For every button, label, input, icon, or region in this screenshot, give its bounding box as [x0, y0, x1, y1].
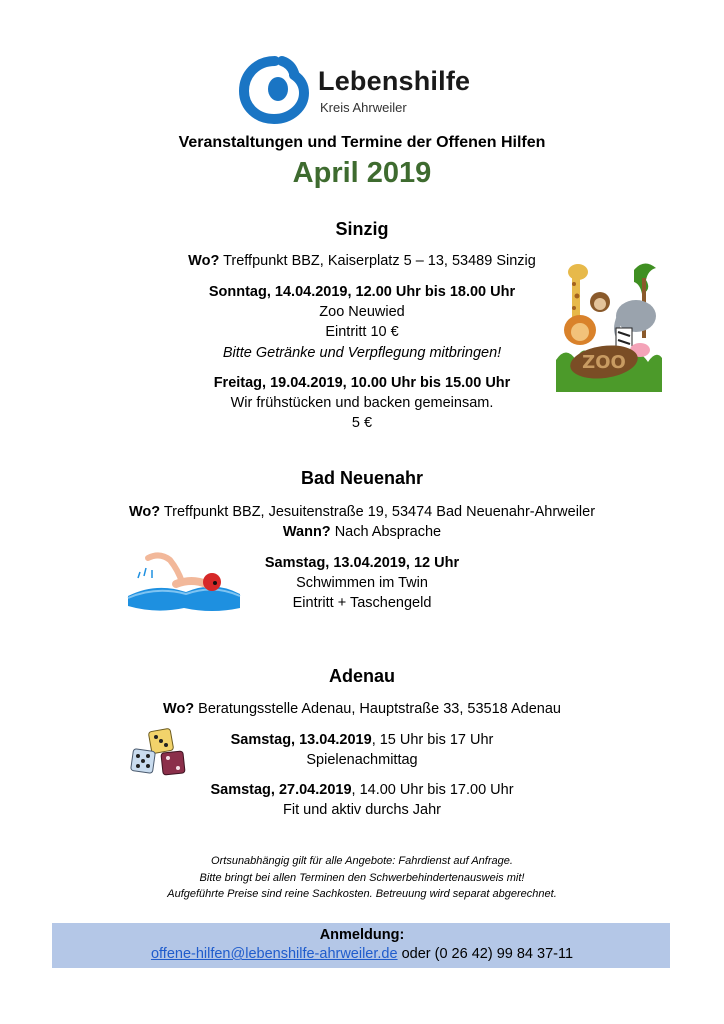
where-label: Wo?: [188, 253, 220, 269]
event-date-bold: Samstag, 13.04.2019: [230, 732, 372, 748]
sinzig-event1-date: Sonntag, 14.04.2019, 12.00 Uhr bis 18.00 Uhr: [208, 284, 516, 300]
brand-name: Lebenshilfe: [318, 66, 471, 96]
adenau-where: [0, 699, 724, 719]
note-line-3: Aufgeführte Preise sind reine Sachkosten. Betreuung wird separat abgerechnet.: [167, 888, 557, 900]
adenau-event2-date: [0, 780, 724, 800]
phone-text: oder (0 26 42) 99 84 37-11: [397, 946, 574, 962]
sinzig-event1-line3: Bitte Getränke und Verpflegung mitbringen!: [222, 345, 502, 361]
adenau-event2-line1: Fit und aktiv durchs Jahr: [283, 802, 441, 818]
when-text: Nach Absprache: [330, 524, 442, 540]
bad-neuenahr-event1-line1: Schwimmen im Twin: [296, 575, 428, 591]
sinzig-event1-line2: Eintritt 10 €: [325, 324, 399, 340]
bad-neuenahr-event1-line2: Eintritt + Taschengeld: [292, 595, 432, 611]
where-label: Wo?: [163, 701, 195, 717]
where-text: Beratungsstelle Adenau, Hauptstraße 33, 53518 Adenau: [194, 701, 561, 717]
bad-neuenahr-where: [0, 502, 724, 522]
where-text: Treffpunkt BBZ, Kaiserplatz 5 – 13, 53489 Sinzig: [219, 253, 536, 269]
adenau-event1-date: [0, 730, 724, 750]
section-title-sinzig: Sinzig: [335, 219, 389, 239]
email-link[interactable]: offene-hilfen@lebenshilfe-ahrweiler.de: [150, 946, 398, 962]
zoo-sign-text: ZOO: [582, 352, 626, 373]
bad-neuenahr-when: [0, 522, 724, 542]
sinzig-event1-line1: Zoo Neuwied: [319, 304, 405, 320]
registration-title: Anmeldung:: [319, 927, 405, 943]
where-label: Wo?: [128, 504, 161, 520]
when-label: Wann?: [282, 524, 331, 540]
sinzig-event2-line1: Wir frühstücken und backen gemeinsam.: [230, 395, 494, 411]
sinzig-event2-date: Freitag, 19.04.2019, 10.00 Uhr bis 15.00 Uhr: [213, 375, 511, 391]
swimmer-illustration-icon: [126, 548, 242, 614]
registration-contact: [0, 946, 724, 962]
section-title-adenau: Adenau: [328, 666, 395, 686]
bad-neuenahr-event1-date: Samstag, 13.04.2019, 12 Uhr: [264, 555, 460, 571]
sinzig-event2-line2: 5 €: [351, 415, 373, 431]
note-line-1: Ortsunabhängig gilt für alle Angebote: Fahrdienst auf Anfrage.: [211, 855, 513, 867]
zoo-animals-illustration-icon: [556, 250, 662, 392]
dice-illustration-icon: [128, 728, 190, 780]
event-date-bold: Samstag, 27.04.2019: [210, 782, 352, 798]
note-line-2: Bitte bringt bei allen Terminen den Schwerbehindertenausweis mit!: [199, 872, 525, 884]
adenau-event1-line1: Spielenachmittag: [306, 752, 418, 768]
lebenshilfe-logo-icon: [238, 55, 312, 125]
event-date-rest: , 14.00 Uhr bis 17.00 Uhr: [351, 782, 514, 798]
brand-subtitle: Kreis Ahrweiler: [320, 100, 407, 115]
page-subtitle: Veranstaltungen und Termine der Offenen Hilfen: [178, 134, 546, 151]
where-text: Treffpunkt BBZ, Jesuitenstraße 19, 53474 Bad Neuenahr-Ahrweiler: [160, 504, 596, 520]
event-date-rest: , 15 Uhr bis 17 Uhr: [371, 732, 494, 748]
page-title: April 2019: [292, 157, 432, 189]
section-title-bad-neuenahr: Bad Neuenahr: [300, 468, 424, 488]
